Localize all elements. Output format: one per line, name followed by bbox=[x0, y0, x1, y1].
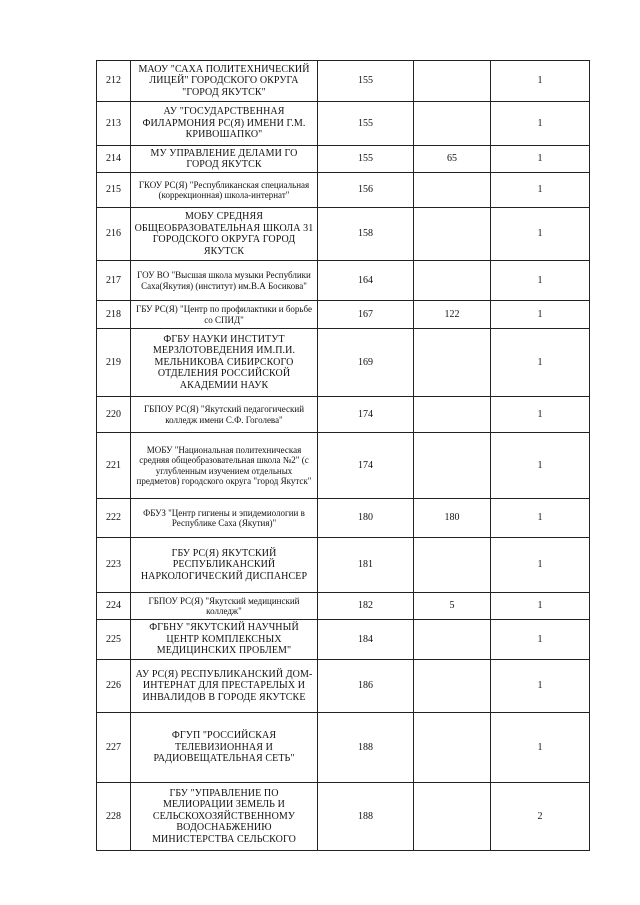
value-col-4 bbox=[414, 433, 491, 499]
organization-name: МОБУ СРЕДНЯЯ ОБЩЕОБРАЗОВАТЕЛЬНАЯ ШКОЛА 31 ГОРОДСКОГО ОКРУГА ГОРОД ЯКУТСК bbox=[131, 208, 318, 261]
row-number: 222 bbox=[97, 499, 131, 538]
table-row bbox=[97, 208, 590, 261]
value-col-5: 1 bbox=[491, 261, 590, 301]
table-row bbox=[97, 329, 590, 397]
organization-name: ФБУЗ "Центр гигиены и эпидемиологии в Республике Саха (Якутия)" bbox=[131, 499, 318, 538]
row-number: 216 bbox=[97, 208, 131, 261]
value-col-4 bbox=[414, 61, 491, 102]
table-row bbox=[97, 146, 590, 173]
row-number: 212 bbox=[97, 61, 131, 102]
value-col-5: 1 bbox=[491, 61, 590, 102]
value-col-5: 1 bbox=[491, 329, 590, 397]
value-col-5: 1 bbox=[491, 593, 590, 620]
row-number: 217 bbox=[97, 261, 131, 301]
value-col-3: 174 bbox=[318, 433, 414, 499]
table-row bbox=[97, 301, 590, 329]
organization-name: ГБУ РС(Я) "Центр по профилактики и борьбе со СПИД" bbox=[131, 301, 318, 329]
table-row bbox=[97, 783, 590, 851]
value-col-3: 181 bbox=[318, 538, 414, 593]
organization-name: МОБУ "Национальная политехническая средняя общеобразовательная школа №2" (с углубленным изучением отдельных предметов) городского округа "город Якутск" bbox=[131, 433, 318, 499]
table-row bbox=[97, 620, 590, 660]
value-col-3: 164 bbox=[318, 261, 414, 301]
value-col-5: 1 bbox=[491, 499, 590, 538]
table-row bbox=[97, 499, 590, 538]
table-row bbox=[97, 173, 590, 208]
value-col-4 bbox=[414, 538, 491, 593]
value-col-5: 1 bbox=[491, 397, 590, 433]
table-row bbox=[97, 102, 590, 146]
row-number: 227 bbox=[97, 713, 131, 783]
value-col-3: 188 bbox=[318, 713, 414, 783]
value-col-5: 1 bbox=[491, 660, 590, 713]
value-col-3: 174 bbox=[318, 397, 414, 433]
value-col-5: 1 bbox=[491, 713, 590, 783]
value-col-4 bbox=[414, 620, 491, 660]
organization-name: ФГБУ НАУКИ ИНСТИТУТ МЕРЗЛОТОВЕДЕНИЯ ИМ.П.И. МЕЛЬНИКОВА СИБИРСКОГО ОТДЕЛЕНИЯ РОССИЙСКОЙ АКАДЕМИИ НАУК bbox=[131, 329, 318, 397]
value-col-3: 182 bbox=[318, 593, 414, 620]
value-col-5: 1 bbox=[491, 102, 590, 146]
value-col-3: 188 bbox=[318, 783, 414, 851]
value-col-4: 65 bbox=[414, 146, 491, 173]
row-number: 224 bbox=[97, 593, 131, 620]
value-col-3: 158 bbox=[318, 208, 414, 261]
row-number: 225 bbox=[97, 620, 131, 660]
value-col-5: 2 bbox=[491, 783, 590, 851]
organization-name: АУ "ГОСУДАРСТВЕННАЯ ФИЛАРМОНИЯ РС(Я) ИМЕНИ Г.М. КРИВОШАПКО" bbox=[131, 102, 318, 146]
organization-name: ГБУ РС(Я) ЯКУТСКИЙ РЕСПУБЛИКАНСКИЙ НАРКОЛОГИЧЕСКИЙ ДИСПАНСЕР bbox=[131, 538, 318, 593]
value-col-5: 1 bbox=[491, 301, 590, 329]
table-row bbox=[97, 593, 590, 620]
value-col-3: 169 bbox=[318, 329, 414, 397]
row-number: 221 bbox=[97, 433, 131, 499]
value-col-3: 155 bbox=[318, 102, 414, 146]
value-col-3: 155 bbox=[318, 61, 414, 102]
row-number: 226 bbox=[97, 660, 131, 713]
table-row bbox=[97, 397, 590, 433]
table-row bbox=[97, 660, 590, 713]
value-col-3: 184 bbox=[318, 620, 414, 660]
organization-name: ФГУП "РОССИЙСКАЯ ТЕЛЕВИЗИОННАЯ И РАДИОВЕЩАТЕЛЬНАЯ СЕТЬ" bbox=[131, 713, 318, 783]
value-col-4 bbox=[414, 783, 491, 851]
value-col-3: 180 bbox=[318, 499, 414, 538]
value-col-5: 1 bbox=[491, 538, 590, 593]
organization-name: ГКОУ РС(Я) "Республиканская специальная (коррекционная) школа-интернат" bbox=[131, 173, 318, 208]
value-col-4: 180 bbox=[414, 499, 491, 538]
table-row bbox=[97, 538, 590, 593]
organizations-table bbox=[96, 60, 590, 851]
organization-name: МУ УПРАВЛЕНИЕ ДЕЛАМИ ГО ГОРОД ЯКУТСК bbox=[131, 146, 318, 173]
row-number: 215 bbox=[97, 173, 131, 208]
table-row bbox=[97, 433, 590, 499]
row-number: 223 bbox=[97, 538, 131, 593]
value-col-4: 5 bbox=[414, 593, 491, 620]
table-row bbox=[97, 713, 590, 783]
value-col-5: 1 bbox=[491, 173, 590, 208]
value-col-5: 1 bbox=[491, 620, 590, 660]
row-number: 213 bbox=[97, 102, 131, 146]
organization-name: ГБПОУ РС(Я) "Якутский педагогический колледж имени С.Ф. Гоголева" bbox=[131, 397, 318, 433]
value-col-3: 155 bbox=[318, 146, 414, 173]
table-row bbox=[97, 261, 590, 301]
value-col-4 bbox=[414, 261, 491, 301]
row-number: 219 bbox=[97, 329, 131, 397]
value-col-3: 156 bbox=[318, 173, 414, 208]
organization-name: ГБПОУ РС(Я) "Якутский медицинский колледж" bbox=[131, 593, 318, 620]
value-col-4 bbox=[414, 329, 491, 397]
organization-name: МАОУ "САХА ПОЛИТЕХНИЧЕСКИЙ ЛИЦЕЙ" ГОРОДСКОГО ОКРУГА "ГОРОД ЯКУТСК" bbox=[131, 61, 318, 102]
row-number: 214 bbox=[97, 146, 131, 173]
row-number: 220 bbox=[97, 397, 131, 433]
value-col-3: 186 bbox=[318, 660, 414, 713]
value-col-5: 1 bbox=[491, 433, 590, 499]
value-col-5: 1 bbox=[491, 208, 590, 261]
value-col-5: 1 bbox=[491, 146, 590, 173]
value-col-4 bbox=[414, 397, 491, 433]
value-col-4 bbox=[414, 660, 491, 713]
table-row bbox=[97, 61, 590, 102]
value-col-4 bbox=[414, 713, 491, 783]
row-number: 228 bbox=[97, 783, 131, 851]
value-col-4 bbox=[414, 208, 491, 261]
organization-name: АУ РС(Я) РЕСПУБЛИКАНСКИЙ ДОМ-ИНТЕРНАТ ДЛЯ ПРЕСТАРЕЛЫХ И ИНВАЛИДОВ В ГОРОДЕ ЯКУТСКЕ bbox=[131, 660, 318, 713]
organization-name: ГБУ "УПРАВЛЕНИЕ ПО МЕЛИОРАЦИИ ЗЕМЕЛЬ И СЕЛЬСКОХОЗЯЙСТВЕННОМУ ВОДОСНАБЖЕНИЮ МИНИСТЕРСТВА СЕЛЬСКОГО bbox=[131, 783, 318, 851]
value-col-4 bbox=[414, 173, 491, 208]
organization-name: ГОУ ВО "Высшая школа музыки Республики Саха(Якутия) (институт) им.В.А Босикова" bbox=[131, 261, 318, 301]
value-col-4 bbox=[414, 102, 491, 146]
row-number: 218 bbox=[97, 301, 131, 329]
value-col-3: 167 bbox=[318, 301, 414, 329]
organization-name: ФГБНУ "ЯКУТСКИЙ НАУЧНЫЙ ЦЕНТР КОМПЛЕКСНЫХ МЕДИЦИНСКИХ ПРОБЛЕМ" bbox=[131, 620, 318, 660]
value-col-4: 122 bbox=[414, 301, 491, 329]
